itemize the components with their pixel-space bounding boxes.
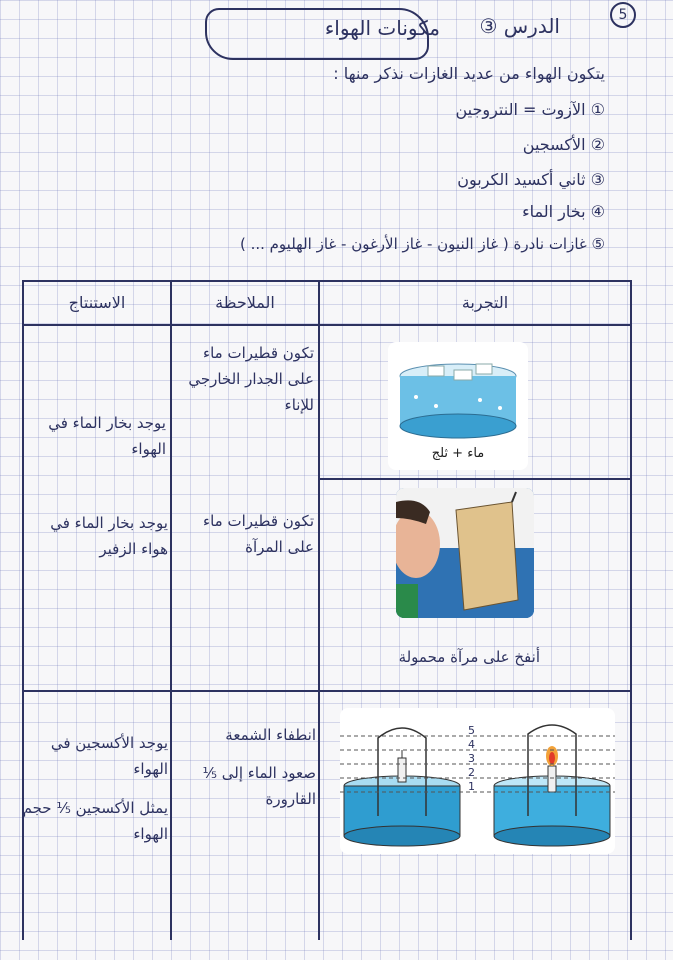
row2-observation: تكون قطيرات ماء على المرآة — [203, 512, 314, 556]
scale-mark: 1 — [468, 780, 475, 793]
intro-sentence: يتكون الهواء من عديد الغازات نذكر منها : — [333, 64, 605, 83]
header-divider — [22, 324, 632, 326]
scale-mark: 4 — [468, 738, 475, 751]
scale-mark: 3 — [468, 752, 475, 765]
gas-item-text: الأكسجين — [522, 135, 586, 154]
row3-observation-2: صعود الماء إلى ⅕ القارورة — [202, 764, 316, 808]
scale-mark: 5 — [468, 724, 475, 737]
row3-observation-1: انطفاء الشمعة — [225, 726, 316, 744]
gas-item-3 — [330, 170, 605, 189]
table-border — [630, 280, 632, 940]
breathing-on-mirror-image — [396, 488, 534, 618]
page-number: 5 — [610, 2, 636, 28]
row1-observation: تكون قطيرات ماء على الجدار الخارجي للإناء — [188, 344, 314, 414]
gas-item-number: ⑤ — [591, 235, 605, 253]
row3-conclusion-1: يوجد الأكسجين في الهواء — [50, 734, 168, 778]
gas-item-4 — [330, 202, 605, 221]
gas-item-number: ① — [590, 100, 605, 119]
gas-item-5 — [8, 235, 605, 253]
table-border — [22, 280, 632, 282]
row-divider — [22, 690, 632, 692]
gas-item-1 — [330, 100, 605, 119]
header-experiment: التجربة — [461, 293, 509, 312]
gas-item-text: بخار الماء — [522, 202, 586, 221]
row1-conclusion: يوجد بخار الماء في الهواء — [48, 414, 166, 458]
gas-item-text: ثاني أكسيد الكربون — [457, 170, 586, 189]
lesson-label: الدرس ③ — [479, 14, 560, 38]
gas-item-text: غازات نادرة ( غاز النيون - غاز الأرغون - غاز الهليوم ... ) — [239, 235, 587, 253]
row2-conclusion: يوجد بخار الماء في هواء الزفير — [50, 514, 168, 558]
page-title: مكونات الهواء — [324, 16, 440, 40]
basin-image-caption: ماء + ثلج — [431, 446, 485, 461]
gas-item-2 — [330, 135, 605, 154]
gas-item-number: ④ — [590, 202, 605, 221]
row3-conclusion-2: يمثل الأكسجين ⅕ حجم الهواء — [22, 799, 168, 843]
candle-experiment-image — [340, 708, 615, 854]
candle-jars-illustration — [340, 708, 615, 854]
mirror-image-caption: أنفخ على مرآة محمولة — [398, 648, 540, 666]
header-observation: الملاحظة — [215, 293, 275, 312]
header-conclusion: الاستنتاج — [68, 293, 126, 312]
column-divider — [318, 280, 320, 940]
basin-with-ice-image — [388, 342, 528, 470]
gas-item-number: ② — [590, 135, 605, 154]
scale-mark: 2 — [468, 766, 475, 779]
boy-mirror-illustration — [396, 488, 534, 618]
row-divider — [318, 478, 632, 480]
gas-item-number: ③ — [590, 170, 605, 189]
gas-item-text: الآزوت = النتروجين — [455, 100, 586, 119]
